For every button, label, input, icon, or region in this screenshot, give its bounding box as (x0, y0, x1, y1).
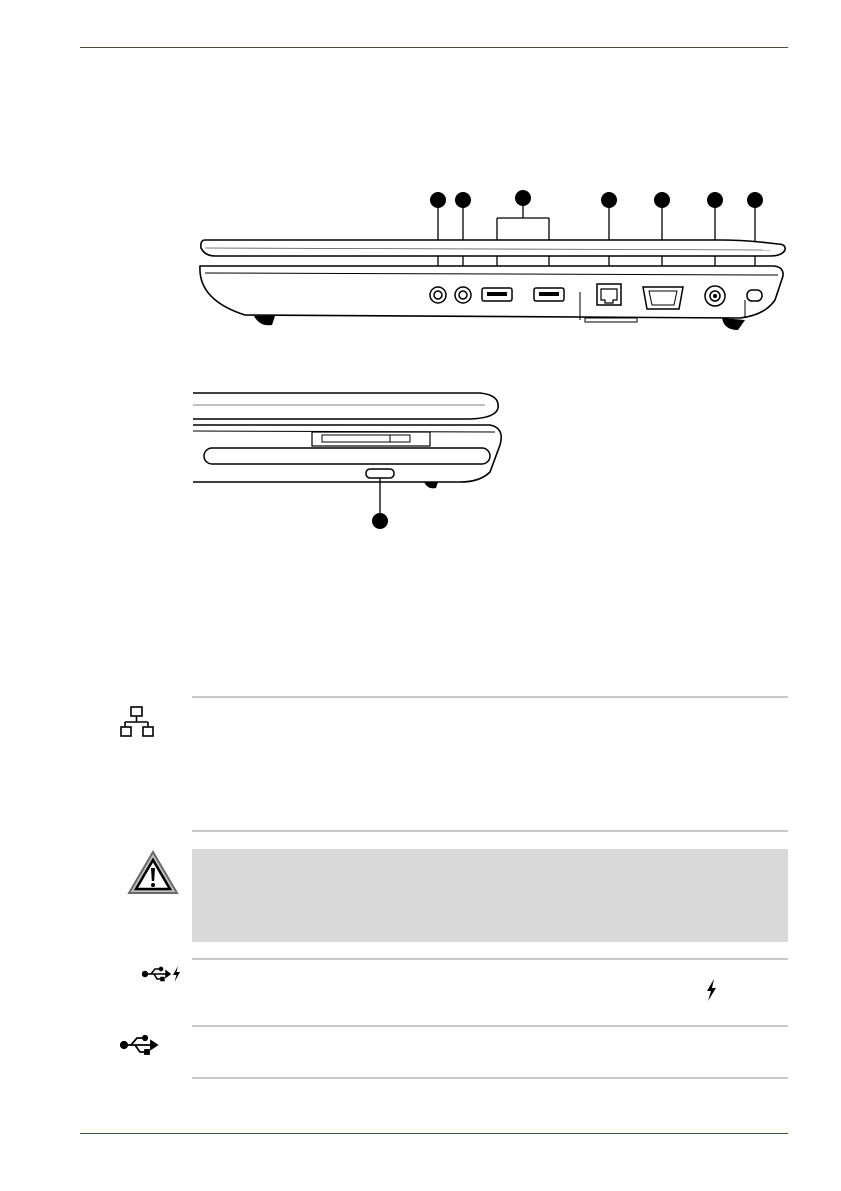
callout-front-1 (372, 513, 388, 529)
usb-sleep-and-charge-icon (142, 965, 182, 983)
warning-box (192, 849, 788, 942)
callout-1 (430, 192, 446, 208)
section-divider (192, 696, 788, 698)
section-divider (192, 1025, 788, 1027)
section-divider (192, 830, 788, 832)
callout-7 (747, 192, 763, 208)
usb-icon (120, 1034, 160, 1056)
footer-rule (80, 1133, 788, 1134)
callout-3 (515, 190, 531, 206)
callout-2 (455, 192, 471, 208)
callout-6 (707, 192, 723, 208)
lan-icon (120, 706, 154, 738)
callout-markers (430, 190, 763, 208)
section-divider (192, 1077, 788, 1079)
section-divider (192, 958, 788, 960)
callout-4 (601, 192, 617, 208)
warning-icon (127, 850, 179, 896)
callout-5 (654, 192, 670, 208)
charge-bolt-icon (705, 979, 717, 1001)
laptop-side-illustration (0, 0, 841, 560)
